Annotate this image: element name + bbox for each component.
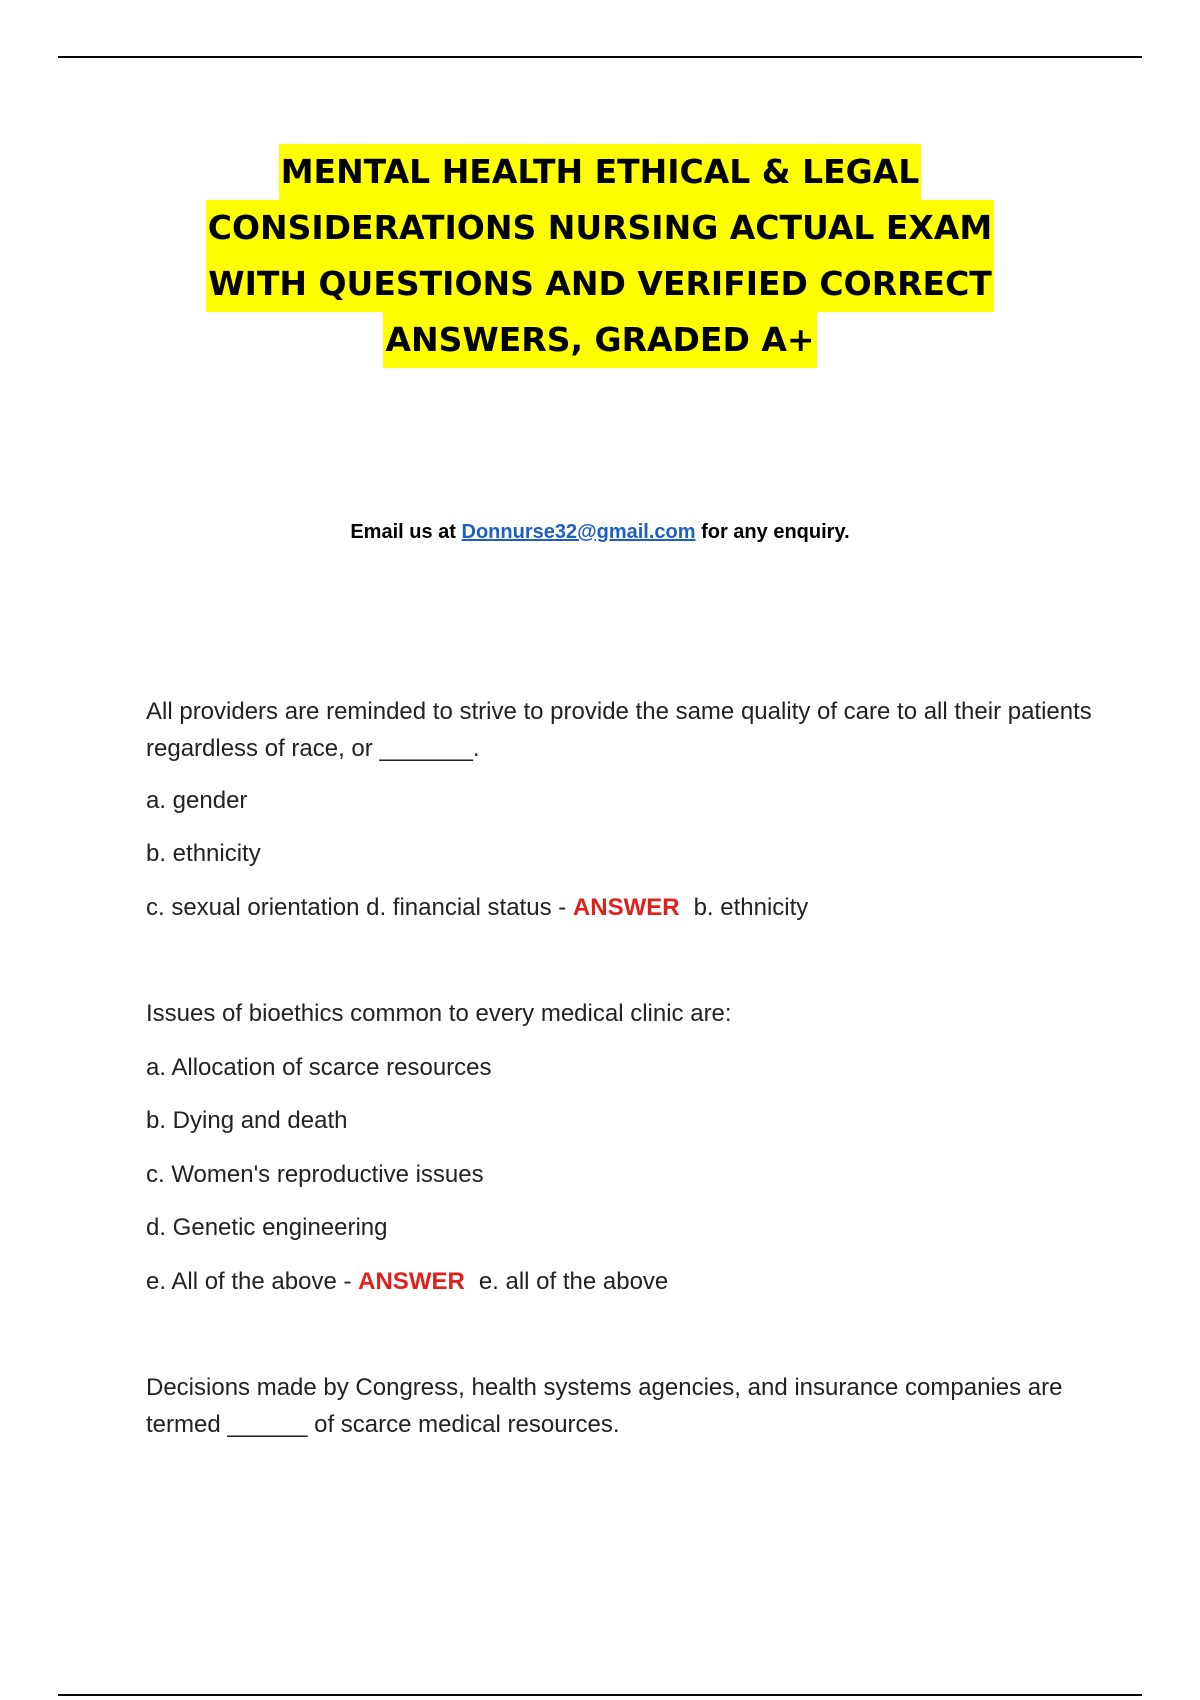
answer-value: b. ethnicity bbox=[693, 894, 809, 921]
question-text: All providers are reminded to strive to provide the same quality of care to all their patients regardless of race, or _______. bbox=[146, 698, 1092, 762]
option-a: a. Allocation of scarce resources bbox=[146, 1054, 492, 1081]
question-text: Decisions made by Congress, health systems agencies, and insurance companies are termed ______ of scarce medical resources. bbox=[146, 1374, 1063, 1438]
option-e: e. All of the above - bbox=[146, 1268, 352, 1295]
option-c-d: c. sexual orientation d. financial status - bbox=[146, 894, 567, 921]
question-1 bbox=[146, 693, 1106, 767]
option-b: b. ethnicity bbox=[146, 840, 261, 867]
document-title bbox=[100, 144, 1100, 368]
option-c: c. Women's reproductive issues bbox=[146, 1161, 484, 1188]
question-2 bbox=[146, 995, 1106, 1032]
contact-line bbox=[0, 521, 1200, 544]
answer-value: e. all of the above bbox=[478, 1268, 669, 1295]
option-a: a. gender bbox=[146, 787, 248, 814]
answer-label: ANSWER bbox=[572, 894, 680, 921]
title-line: MENTAL HEALTH ETHICAL & LEGAL bbox=[279, 144, 922, 200]
contact-prefix: Email us at bbox=[350, 521, 456, 543]
title-line: CONSIDERATIONS NURSING ACTUAL EXAM bbox=[206, 200, 995, 256]
top-rule bbox=[58, 56, 1142, 58]
answer-label: ANSWER bbox=[358, 1268, 465, 1295]
question-text: Issues of bioethics common to every medical clinic are: bbox=[146, 1000, 732, 1027]
answer-line bbox=[146, 1263, 668, 1300]
answer-line bbox=[146, 889, 808, 926]
title-line: ANSWERS, GRADED A+ bbox=[383, 312, 816, 368]
option-d: d. Genetic engineering bbox=[146, 1214, 388, 1241]
bottom-rule bbox=[58, 1694, 1142, 1696]
email-link[interactable]: Donnurse32@gmail.com bbox=[461, 521, 696, 543]
contact-suffix: for any enquiry. bbox=[701, 521, 850, 543]
option-b: b. Dying and death bbox=[146, 1107, 348, 1134]
question-3 bbox=[146, 1369, 1106, 1443]
title-line: WITH QUESTIONS AND VERIFIED CORRECT bbox=[206, 256, 994, 312]
